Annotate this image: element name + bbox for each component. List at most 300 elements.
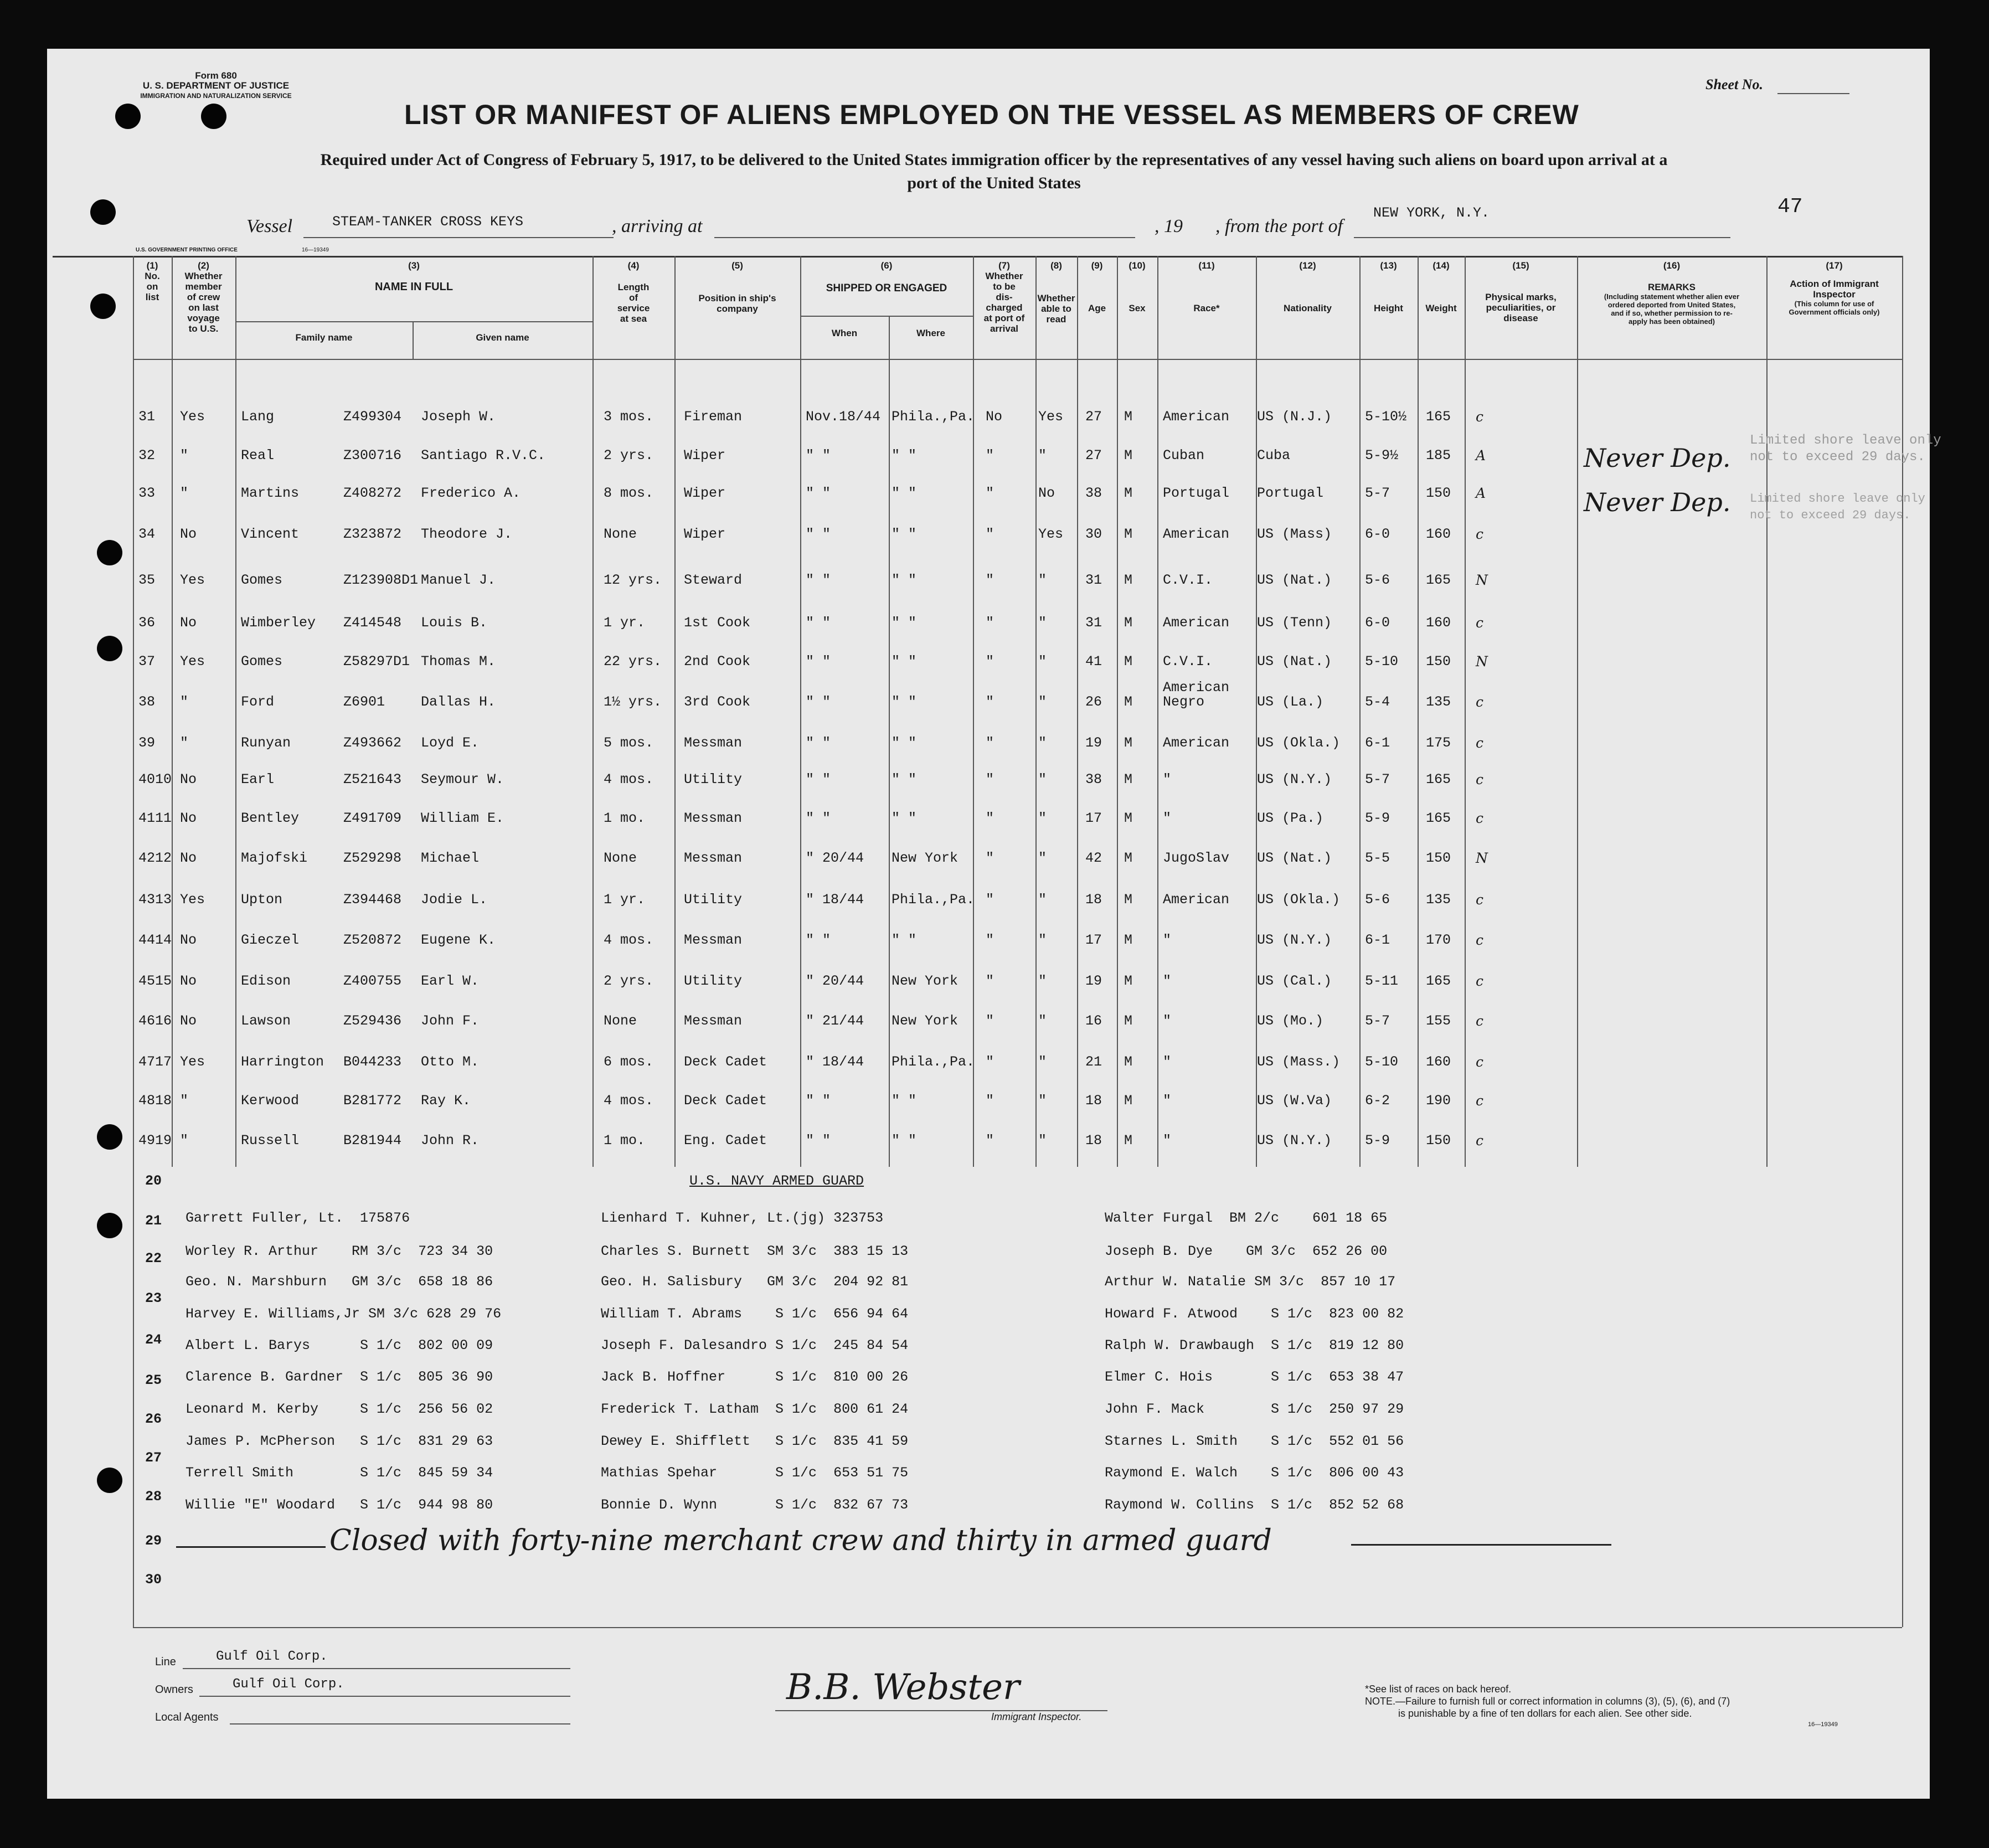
col-1-t2: on: [146, 281, 158, 292]
crew-physical-marks: N: [1476, 850, 1488, 866]
guard-entry-col-1: Worley R. Arthur RM 3/c 723 34 30: [185, 1243, 493, 1259]
crew-nationality: US (N.Y.): [1257, 771, 1332, 787]
crew-no: 4919: [138, 1133, 172, 1149]
crew-able-to-read: ": [1038, 1054, 1047, 1070]
column-rule: [1077, 256, 1078, 1167]
col-6-num: (6): [880, 260, 893, 271]
crew-weight: 150: [1426, 653, 1451, 670]
crew-shipped-where: " ": [892, 572, 917, 588]
crew-certificate: Z394468: [343, 892, 402, 908]
row-number: 28: [145, 1489, 162, 1505]
crew-position: Messman: [684, 735, 743, 751]
col-1-num: (1): [146, 260, 158, 271]
col-16-t1: REMARKS: [1648, 282, 1696, 292]
crew-given-name: John F.: [421, 1013, 480, 1029]
crew-given-name: Frederico A.: [421, 485, 521, 501]
crew-sex: M: [1124, 694, 1133, 710]
owners-underline: [199, 1696, 570, 1697]
crew-shipped-when: " ": [806, 447, 831, 464]
col-15-t3: disease: [1503, 313, 1538, 323]
crew-physical-marks: c: [1476, 735, 1484, 751]
inspector-label: Immigrant Inspector.: [991, 1711, 1082, 1722]
crew-race: C.V.I.: [1163, 653, 1213, 670]
crew-certificate: Z491709: [343, 810, 402, 826]
crew-nationality: US (Nat.): [1257, 850, 1332, 866]
col-13-num: (13): [1380, 260, 1397, 271]
crew-race: ": [1163, 1093, 1172, 1109]
crew-certificate: Z529436: [343, 1013, 402, 1029]
col-heading-12: [1256, 260, 1359, 313]
crew-service: None: [604, 850, 637, 866]
guard-entry-col-3: Arthur W. Natalie SM 3/c 857 10 17: [1105, 1274, 1396, 1290]
col-7-t2: to be: [993, 281, 1016, 292]
crew-shipped-where: " ": [892, 526, 917, 542]
crew-family-name: Bentley: [241, 810, 300, 826]
crew-no: 4616: [138, 1013, 172, 1029]
agents-underline: [230, 1723, 570, 1725]
crew-given-name: Jodie L.: [421, 892, 488, 908]
crew-nationality: US (Mo.): [1257, 1013, 1324, 1029]
col-1-t1: No.: [145, 271, 160, 281]
crew-height: 5-9: [1365, 810, 1390, 826]
col-7-t6: arrival: [990, 323, 1019, 334]
crew-shipped-when: " 18/44: [806, 892, 864, 908]
col-7-t1: Whether: [985, 271, 1023, 281]
crew-able-to-read: ": [1038, 810, 1047, 826]
crew-shipped-where: New York: [892, 850, 959, 866]
crew-service: 3 mos.: [604, 409, 654, 425]
crew-weight: 165: [1426, 973, 1451, 989]
inspector-signature: B.B. Webster: [786, 1667, 1020, 1708]
crew-given-name: Eugene K.: [421, 932, 496, 948]
crew-weight: 175: [1426, 735, 1451, 751]
crew-prev-voyage: No: [180, 615, 197, 631]
crew-height: 5-11: [1365, 973, 1399, 989]
row-number: 22: [145, 1250, 162, 1267]
guard-entry-col-3: Howard F. Atwood S 1/c 823 00 82: [1105, 1306, 1404, 1322]
closing-line-left: [176, 1546, 326, 1548]
crew-given-name: Michael: [421, 850, 480, 866]
vessel-label: Vessel: [246, 216, 293, 236]
crew-height: 5-7: [1365, 485, 1390, 501]
crew-sex: M: [1124, 526, 1133, 542]
crew-able-to-read: ": [1038, 1093, 1047, 1109]
crew-age: 42: [1085, 850, 1102, 866]
crew-race: ": [1163, 771, 1172, 787]
col-12-num: (12): [1299, 260, 1316, 271]
guard-entry-col-1: Geo. N. Marshburn GM 3/c 658 18 86: [185, 1274, 493, 1290]
col-heading-11: [1157, 260, 1256, 313]
crew-physical-marks: N: [1476, 653, 1488, 670]
crew-shipped-where: New York: [892, 973, 959, 989]
crew-able-to-read: Yes: [1038, 409, 1064, 425]
crew-family-name: Runyan: [241, 735, 291, 751]
col-8-t2: able to: [1041, 303, 1071, 314]
crew-sex: M: [1124, 892, 1133, 908]
remarks-never-deported-1: Never Dep.: [1584, 443, 1731, 473]
col-14-num: (14): [1433, 260, 1450, 271]
crew-shipped-where: " ": [892, 1133, 917, 1149]
crew-prev-voyage: Yes: [180, 1054, 205, 1070]
crew-family-name: Lang: [241, 409, 275, 425]
col-11-num: (11): [1198, 260, 1215, 271]
footnote-penalty-2: is punishable by a fine of ten dollars for each alien. See other side.: [1398, 1708, 1692, 1719]
col-16-t4: and if so, whether permission to re-: [1611, 309, 1733, 317]
guard-entry-col-1: Clarence B. Gardner S 1/c 805 36 90: [185, 1369, 493, 1385]
crew-race: Portugal: [1163, 485, 1230, 501]
table-top-border: [53, 256, 1902, 258]
crew-certificate: Z6901: [343, 694, 385, 710]
crew-physical-marks: c: [1476, 1133, 1484, 1149]
crew-height: 5-6: [1365, 572, 1390, 588]
crew-prev-voyage: Yes: [180, 892, 205, 908]
guard-entry-col-1: Willie "E" Woodard S 1/c 944 98 80: [185, 1497, 493, 1513]
crew-age: 16: [1085, 1013, 1102, 1029]
owners-label: Owners: [155, 1684, 193, 1696]
row-number: 30: [145, 1572, 162, 1588]
crew-no: 33: [138, 485, 156, 501]
crew-sex: M: [1124, 1093, 1133, 1109]
crew-race: American: [1163, 526, 1230, 542]
crew-shipped-where: Phila.,Pa.: [892, 1054, 975, 1070]
crew-able-to-read: ": [1038, 850, 1047, 866]
crew-age: 17: [1085, 810, 1102, 826]
crew-weight: 170: [1426, 932, 1451, 948]
crew-no: 4010: [138, 771, 172, 787]
crew-discharged: ": [986, 735, 995, 751]
guard-entry-col-1: James P. McPherson S 1/c 831 29 63: [185, 1433, 493, 1449]
crew-prev-voyage: No: [180, 932, 197, 948]
crew-height: 5-7: [1365, 771, 1390, 787]
crew-able-to-read: ": [1038, 1133, 1047, 1149]
crew-service: 2 yrs.: [604, 973, 654, 989]
crew-position: Wiper: [684, 447, 726, 464]
crew-service: 1 mo.: [604, 810, 646, 826]
col-7-t3: dis-: [996, 292, 1013, 302]
punch-hole: [97, 1468, 122, 1493]
crew-height: 6-0: [1365, 615, 1390, 631]
crew-given-name: John R.: [421, 1133, 480, 1149]
crew-sex: M: [1124, 850, 1133, 866]
crew-family-name: Upton: [241, 892, 283, 908]
crew-prev-voyage: No: [180, 973, 197, 989]
row-number: 27: [145, 1450, 162, 1466]
col-2-t2: member: [185, 281, 222, 292]
crew-height: 6-1: [1365, 932, 1390, 948]
col-11-t1: Race*: [1193, 303, 1220, 313]
crew-physical-marks: c: [1476, 526, 1484, 542]
crew-position: Fireman: [684, 409, 743, 425]
crew-sex: M: [1124, 932, 1133, 948]
armed-guard-heading: U.S. NAVY ARMED GUARD: [689, 1173, 864, 1189]
guard-entry-col-3: Raymond E. Walch S 1/c 806 00 43: [1105, 1465, 1404, 1481]
col-heading-1: [133, 260, 172, 302]
col-10-num: (10): [1129, 260, 1146, 271]
crew-weight: 165: [1426, 771, 1451, 787]
guard-entry-col-2: Jack B. Hoffner S 1/c 810 00 26: [601, 1369, 909, 1385]
punch-hole: [97, 540, 122, 565]
row-number: 26: [145, 1411, 162, 1427]
crew-nationality: US (N.Y.): [1257, 1133, 1332, 1149]
remarks-never-deported-2: Never Dep.: [1584, 487, 1731, 517]
guard-entry-col-3: Joseph B. Dye GM 3/c 652 26 00: [1105, 1243, 1388, 1259]
crew-shipped-when: " ": [806, 615, 831, 631]
crew-physical-marks: c: [1476, 615, 1484, 631]
crew-position: Wiper: [684, 526, 726, 542]
crew-service: 1 yr.: [604, 892, 646, 908]
col-9-t1: Age: [1088, 303, 1106, 313]
crew-no: 4515: [138, 973, 172, 989]
crew-discharged: ": [986, 1013, 995, 1029]
crew-weight: 135: [1426, 694, 1451, 710]
row-number: 24: [145, 1332, 162, 1348]
crew-age: 19: [1085, 973, 1102, 989]
crew-shipped-when: " 20/44: [806, 850, 864, 866]
col-16-t5: apply has been obtained): [1628, 317, 1715, 326]
crew-certificate: Z300716: [343, 447, 402, 464]
crew-position: Steward: [684, 572, 743, 588]
crew-shipped-where: " ": [892, 694, 917, 710]
punch-hole: [201, 104, 226, 129]
guard-entry-col-2: William T. Abrams S 1/c 656 94 64: [601, 1306, 909, 1322]
crew-service: 2 yrs.: [604, 447, 654, 464]
crew-shipped-where: " ": [892, 735, 917, 751]
crew-prev-voyage: ": [180, 694, 189, 710]
crew-family-name: Gomes: [241, 653, 283, 670]
crew-height: 5-10: [1365, 653, 1399, 670]
col-2-t5: voyage: [187, 313, 220, 323]
crew-shipped-where: " ": [892, 485, 917, 501]
crew-height: 5-7: [1365, 1013, 1390, 1029]
crew-weight: 160: [1426, 1054, 1451, 1070]
crew-sex: M: [1124, 447, 1133, 464]
crew-given-name: Manuel J.: [421, 572, 496, 588]
crew-position: Messman: [684, 932, 743, 948]
column-rule: [1465, 256, 1466, 1167]
subtitle-line-2: port of the United States: [907, 174, 1081, 192]
punch-hole: [97, 1213, 122, 1238]
crew-shipped-where: " ": [892, 932, 917, 948]
crew-height: 5-4: [1365, 694, 1390, 710]
column-rule: [674, 256, 676, 1167]
crew-position: Messman: [684, 1013, 743, 1029]
crew-able-to-read: ": [1038, 1013, 1047, 1029]
crew-position: Wiper: [684, 485, 726, 501]
crew-certificate: Z520872: [343, 932, 402, 948]
crew-service: None: [604, 1013, 637, 1029]
crew-sex: M: [1124, 771, 1133, 787]
crew-shipped-when: " ": [806, 1093, 831, 1109]
col-heading-3: [235, 260, 592, 292]
crew-weight: 185: [1426, 447, 1451, 464]
crew-nationality: US (Okla.): [1257, 735, 1341, 751]
crew-age: 19: [1085, 735, 1102, 751]
crew-prev-voyage: ": [180, 735, 189, 751]
line-label: Line: [155, 1656, 176, 1668]
col-8-num: (8): [1050, 260, 1062, 271]
crew-age: 41: [1085, 653, 1102, 670]
crew-certificate: Z323872: [343, 526, 402, 542]
crew-prev-voyage: ": [180, 485, 189, 501]
crew-weight: 165: [1426, 572, 1451, 588]
crew-family-name: Earl: [241, 771, 275, 787]
crew-position: Eng. Cadet: [684, 1133, 767, 1149]
column-rule: [172, 256, 173, 1167]
crew-family-name: Majofski: [241, 850, 308, 866]
crew-race: ": [1163, 1013, 1172, 1029]
crew-certificate: Z58297D1: [343, 653, 410, 670]
remarks-stamp-2b: not to exceed 29 days.: [1750, 508, 1911, 522]
crew-family-name: Lawson: [241, 1013, 291, 1029]
crew-sex: M: [1124, 1133, 1133, 1149]
column-rule: [592, 256, 594, 1167]
where-heading: Where: [916, 328, 945, 338]
header-bottom-rule: [133, 359, 1902, 360]
crew-race: ": [1163, 1133, 1172, 1149]
crew-no: 36: [138, 615, 156, 631]
subtitle-line-1: Required under Act of Congress of February 5, 1917, to be delivered to the United States immigration officer by the representatives of any vessel having such aliens on board upon arrival at a: [320, 151, 1668, 169]
table-bottom-border: [133, 1627, 1902, 1628]
crew-certificate: B281772: [343, 1093, 402, 1109]
col-5-t1: Position in ship's: [698, 293, 776, 303]
crew-height: 5-10: [1365, 1054, 1399, 1070]
crew-age: 30: [1085, 526, 1102, 542]
crew-given-name: Joseph W.: [421, 409, 496, 425]
crew-physical-marks: c: [1476, 771, 1484, 787]
crew-prev-voyage: ": [180, 447, 189, 464]
crew-given-name: Santiago R.V.C.: [421, 447, 546, 464]
col-2-num: (2): [198, 260, 209, 271]
col-7-t4: charged: [986, 302, 1023, 313]
crew-certificate: B044233: [343, 1054, 402, 1070]
column-rule: [1035, 256, 1037, 1167]
crew-race: ": [1163, 810, 1172, 826]
col-17-t4: Government officials only): [1789, 308, 1880, 316]
crew-age: 18: [1085, 892, 1102, 908]
form-header: [127, 71, 305, 101]
guard-entry-col-1: Albert L. Barys S 1/c 802 00 09: [185, 1337, 493, 1353]
crew-family-name: Martins: [241, 485, 300, 501]
crew-service: 4 mos.: [604, 1093, 654, 1109]
col-heading-17: [1766, 260, 1902, 316]
crew-age: 31: [1085, 615, 1102, 631]
row-number: 21: [145, 1213, 162, 1229]
col-17-t2: Inspector: [1813, 289, 1856, 300]
punch-hole: [115, 104, 141, 129]
crew-no: 38: [138, 694, 156, 710]
crew-age: 38: [1085, 485, 1102, 501]
crew-family-name: Real: [241, 447, 275, 464]
crew-service: 5 mos.: [604, 735, 654, 751]
crew-no: 4717: [138, 1054, 172, 1070]
crew-able-to-read: ": [1038, 735, 1047, 751]
crew-nationality: Portugal: [1257, 485, 1324, 501]
crew-service: None: [604, 526, 637, 542]
crew-prev-voyage: Yes: [180, 653, 205, 670]
crew-no: 4818: [138, 1093, 172, 1109]
col-4-t1: Length: [617, 282, 650, 292]
crew-sex: M: [1124, 810, 1133, 826]
col-15-t2: peculiarities, or: [1486, 302, 1556, 313]
guard-entry-col-1: Terrell Smith S 1/c 845 59 34: [185, 1465, 493, 1481]
guard-entry-col-2: Geo. H. Salisbury GM 3/c 204 92 81: [601, 1274, 909, 1290]
col-4-t4: at sea: [620, 313, 647, 324]
closing-line-right: [1351, 1544, 1611, 1546]
crew-position: Utility: [684, 892, 743, 908]
crew-family-name: Kerwood: [241, 1093, 300, 1109]
col-7-t5: at port of: [983, 313, 1025, 323]
col-15-t1: Physical marks,: [1485, 292, 1557, 302]
crew-given-name: Louis B.: [421, 615, 488, 631]
family-name-heading: Family name: [295, 332, 353, 343]
crew-given-name: Loyd E.: [421, 735, 480, 751]
line-underline: [183, 1668, 570, 1669]
col-15-num: (15): [1512, 260, 1529, 271]
row-number: 20: [145, 1173, 162, 1189]
punch-hole: [90, 199, 116, 225]
crew-race: American: [1163, 892, 1230, 908]
crew-discharged: ": [986, 1093, 995, 1109]
crew-position: Utility: [684, 771, 743, 787]
crew-height: 5-9½: [1365, 447, 1399, 464]
col-heading-5: [674, 260, 800, 314]
crew-discharged: ": [986, 973, 995, 989]
crew-service: 22 yrs.: [604, 653, 662, 670]
col-8-t1: Whether: [1037, 293, 1075, 303]
crew-weight: 150: [1426, 1133, 1451, 1149]
crew-physical-marks: A: [1476, 447, 1486, 464]
crew-nationality: US (Mass): [1257, 526, 1332, 542]
guard-entry-col-1: Leonard M. Kerby S 1/c 256 56 02: [185, 1401, 493, 1417]
crew-physical-marks: c: [1476, 892, 1484, 908]
col-10-t1: Sex: [1129, 303, 1146, 313]
crew-age: 27: [1085, 409, 1102, 425]
crew-sex: M: [1124, 485, 1133, 501]
arriving-underline: [714, 237, 1135, 238]
crew-height: 5-5: [1365, 850, 1390, 866]
col-13-t1: Height: [1374, 303, 1403, 313]
crew-race: ": [1163, 932, 1172, 948]
column-rule: [235, 256, 236, 1167]
crew-age: 27: [1085, 447, 1102, 464]
crew-shipped-where: " ": [892, 653, 917, 670]
crew-sex: M: [1124, 653, 1133, 670]
guard-entry-col-2: Frederick T. Latham S 1/c 800 61 24: [601, 1401, 909, 1417]
col-2-t6: to U.S.: [188, 323, 219, 334]
crew-physical-marks: c: [1476, 1093, 1484, 1109]
col-5-num: (5): [731, 260, 743, 271]
crew-given-name: William E.: [421, 810, 504, 826]
crew-sex: M: [1124, 1013, 1133, 1029]
column-rule: [889, 316, 890, 1167]
crew-position: Messman: [684, 850, 743, 866]
crew-nationality: US (Cal.): [1257, 973, 1332, 989]
crew-able-to-read: ": [1038, 973, 1047, 989]
crew-weight: 135: [1426, 892, 1451, 908]
crew-no: 4313: [138, 892, 172, 908]
crew-nationality: US (Okla.): [1257, 892, 1341, 908]
col-heading-4: [592, 260, 674, 324]
crew-discharged: ": [986, 771, 995, 787]
crew-position: Utility: [684, 973, 743, 989]
crew-family-name: Russell: [241, 1133, 300, 1149]
shipped-subrule: [800, 316, 973, 317]
crew-prev-voyage: No: [180, 526, 197, 542]
crew-race: American: [1163, 409, 1230, 425]
crew-race: Cuban: [1163, 447, 1205, 464]
crew-family-name: Edison: [241, 973, 291, 989]
line-value: Gulf Oil Corp.: [216, 1649, 328, 1664]
